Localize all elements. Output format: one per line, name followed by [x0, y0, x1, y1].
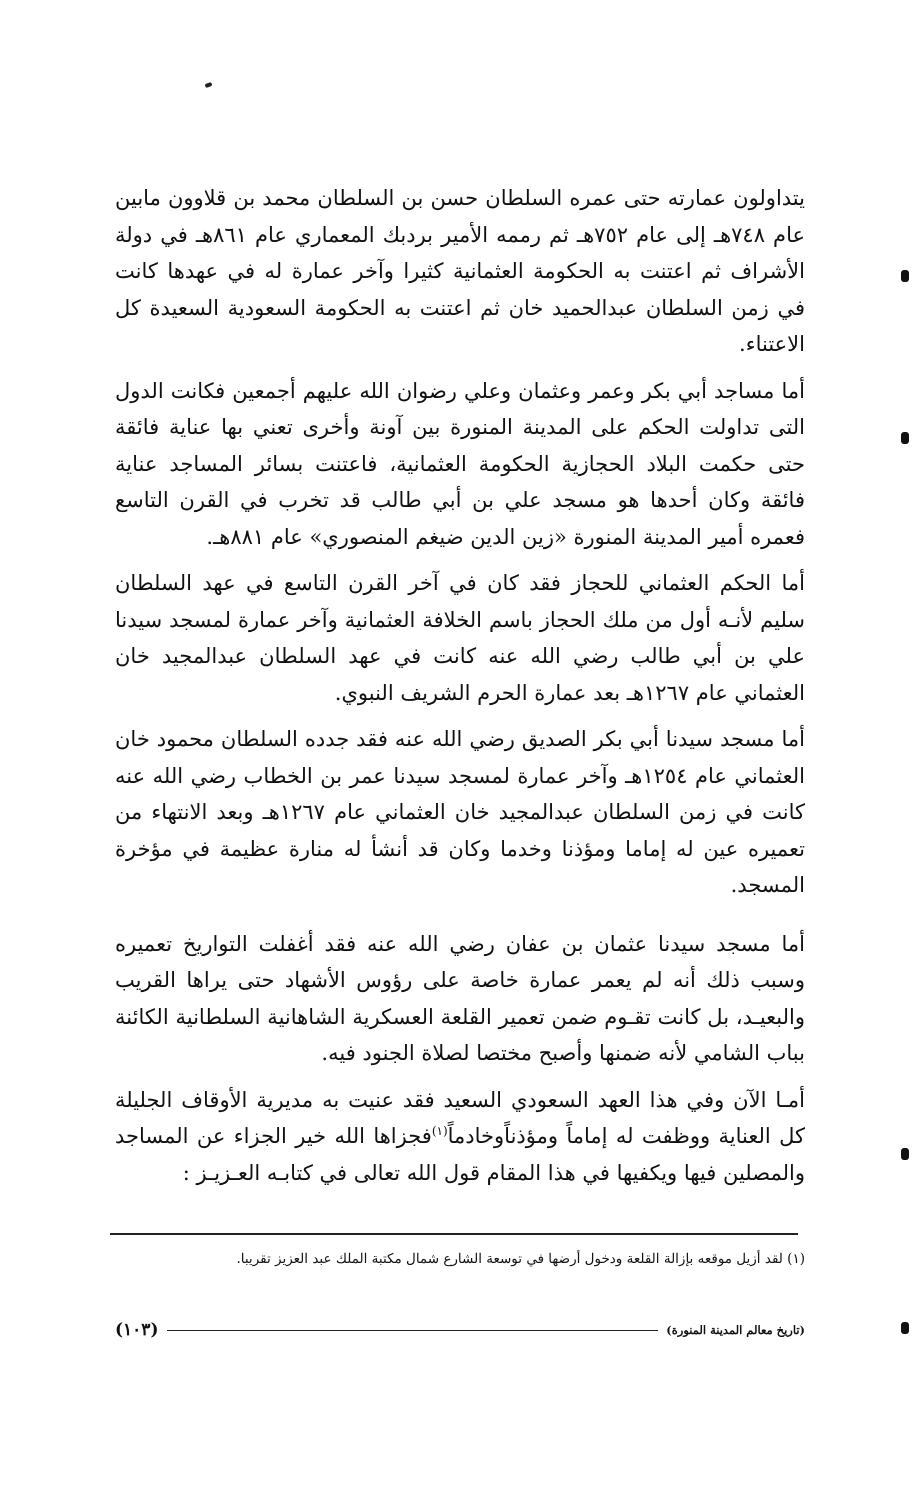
binding-hole: [901, 432, 909, 444]
paragraph-with-footnote: [115, 1082, 805, 1192]
book-title: (تاريخ معالم المدينة المنورة): [666, 1323, 805, 1337]
page-number: (١٠٣): [115, 1320, 159, 1340]
footnote-marker: (١): [431, 1124, 448, 1138]
scan-speck: [205, 82, 213, 88]
footnote-separator: [110, 1233, 798, 1235]
paragraph: أما مسجد سيدنا أبي بكر الصديق رضي الله عنه فقد جدده السلطان محمود خان العثماني عام ١٢٥٤هـ وآخر عمارة لمسجد سيدنا عمر بن الخطاب رضي الله عنه كانت في زمن السلطان عبدالمجيد خان العثماني عام ١٢٦٧هـ وبعد الانتهاء من تعميره عين له إماما ومؤذنا وخدما وكان قد أنشأ له منارة عظيمة في مؤخرة المسجد.: [115, 727, 806, 897]
binding-hole: [901, 270, 909, 282]
binding-hole: [901, 1148, 909, 1160]
page-footer: [115, 1318, 805, 1342]
paragraph-text: فجزاها الله خير الجزاء عن المساجد والمصلين فيها ويكفيها في هذا المقام قول الله تعالى في كتابـه العـزيـز :: [115, 1124, 805, 1185]
paragraph: أما الحكم العثماني للحجاز فقد كان في آخر القرن التاسع في عهد السلطان سليم لأنـه أول من ملك الحجاز باسم الخلافة العثمانية وآخر عمارة لمسجد سيدنا علي بن أبي طالب رضي الله عنه كانت في عهد السلطان عبدالمجيد خان العثماني عام ١٢٦٧هـ بعد عمارة الحرم الشريف النبوي.: [115, 571, 805, 705]
footnote: (١) لقد أزيل موقعه بإزالة القلعة ودخول أرضها في توسعة الشارع شمال مكتبة الملك عبد العزيز تقريبا.: [236, 1251, 805, 1267]
paragraph: أما مساجد أبي بكر وعمر وعثمان وعلي رضوان الله عليهم أجمعين فكانت الدول التى تداولت الحكم على المدينة المنورة بين آونة وأخرى تعني بها عناية فائقة حتى حكمت البلاد الحجازية الحكومة العثمانية، فاعتنت بسائر المساجد عناية فائقة وكان أحدها هو مسجد علي بن أبي طالب قد تخرب في القرن التاسع فعمره أمير المدينة المنورة «زين الدين ضيغم المنصوري» عام ٨٨١هـ.: [115, 378, 805, 549]
footer-rule: [167, 1330, 659, 1331]
binding-hole: [901, 1322, 909, 1334]
paragraph-text: أمـا الآن وفي هذا العهد السعودي السعيد فقد عنيت به مديرية الأوقاف الجليلة كل العناية ووظفت له إماماً ومؤذناًوخادماً: [115, 1087, 806, 1148]
body-text: [115, 180, 805, 1201]
paragraph: يتداولون عمارته حتى عمره السلطان حسن بن السلطان محمد بن قلاوون مابين عام ٧٤٨هـ إلى عام ٧٥٢هـ ثم رممه الأمير بردبك المعماري عام ٨٦١هـ في دولة الأشراف ثم اعتنت به الحكومة العثمانية كثيرا وآخر عمارة له في عهدها كانت في زمن السلطان عبدالحميد خان ثم اعتنت به الحكومة السعودية السعيدة كل الاعتناء.: [115, 186, 805, 356]
paragraph: أما مسجد سيدنا عثمان بن عفان رضي الله عنه فقد أغفلت التواريخ تعميره وسبب ذلك أنه لم يعمر عمارة خاصة على رؤوس الأشهاد حتى يراها القريب والبعيـد، بل كانت تقـوم ضمن تعمير القلعة العسكرية الشاهانية السلطانية الكائنة بباب الشامي لأنه ضمنها وأصبح مختصا لصلاة الجنود فيه.: [115, 931, 805, 1065]
